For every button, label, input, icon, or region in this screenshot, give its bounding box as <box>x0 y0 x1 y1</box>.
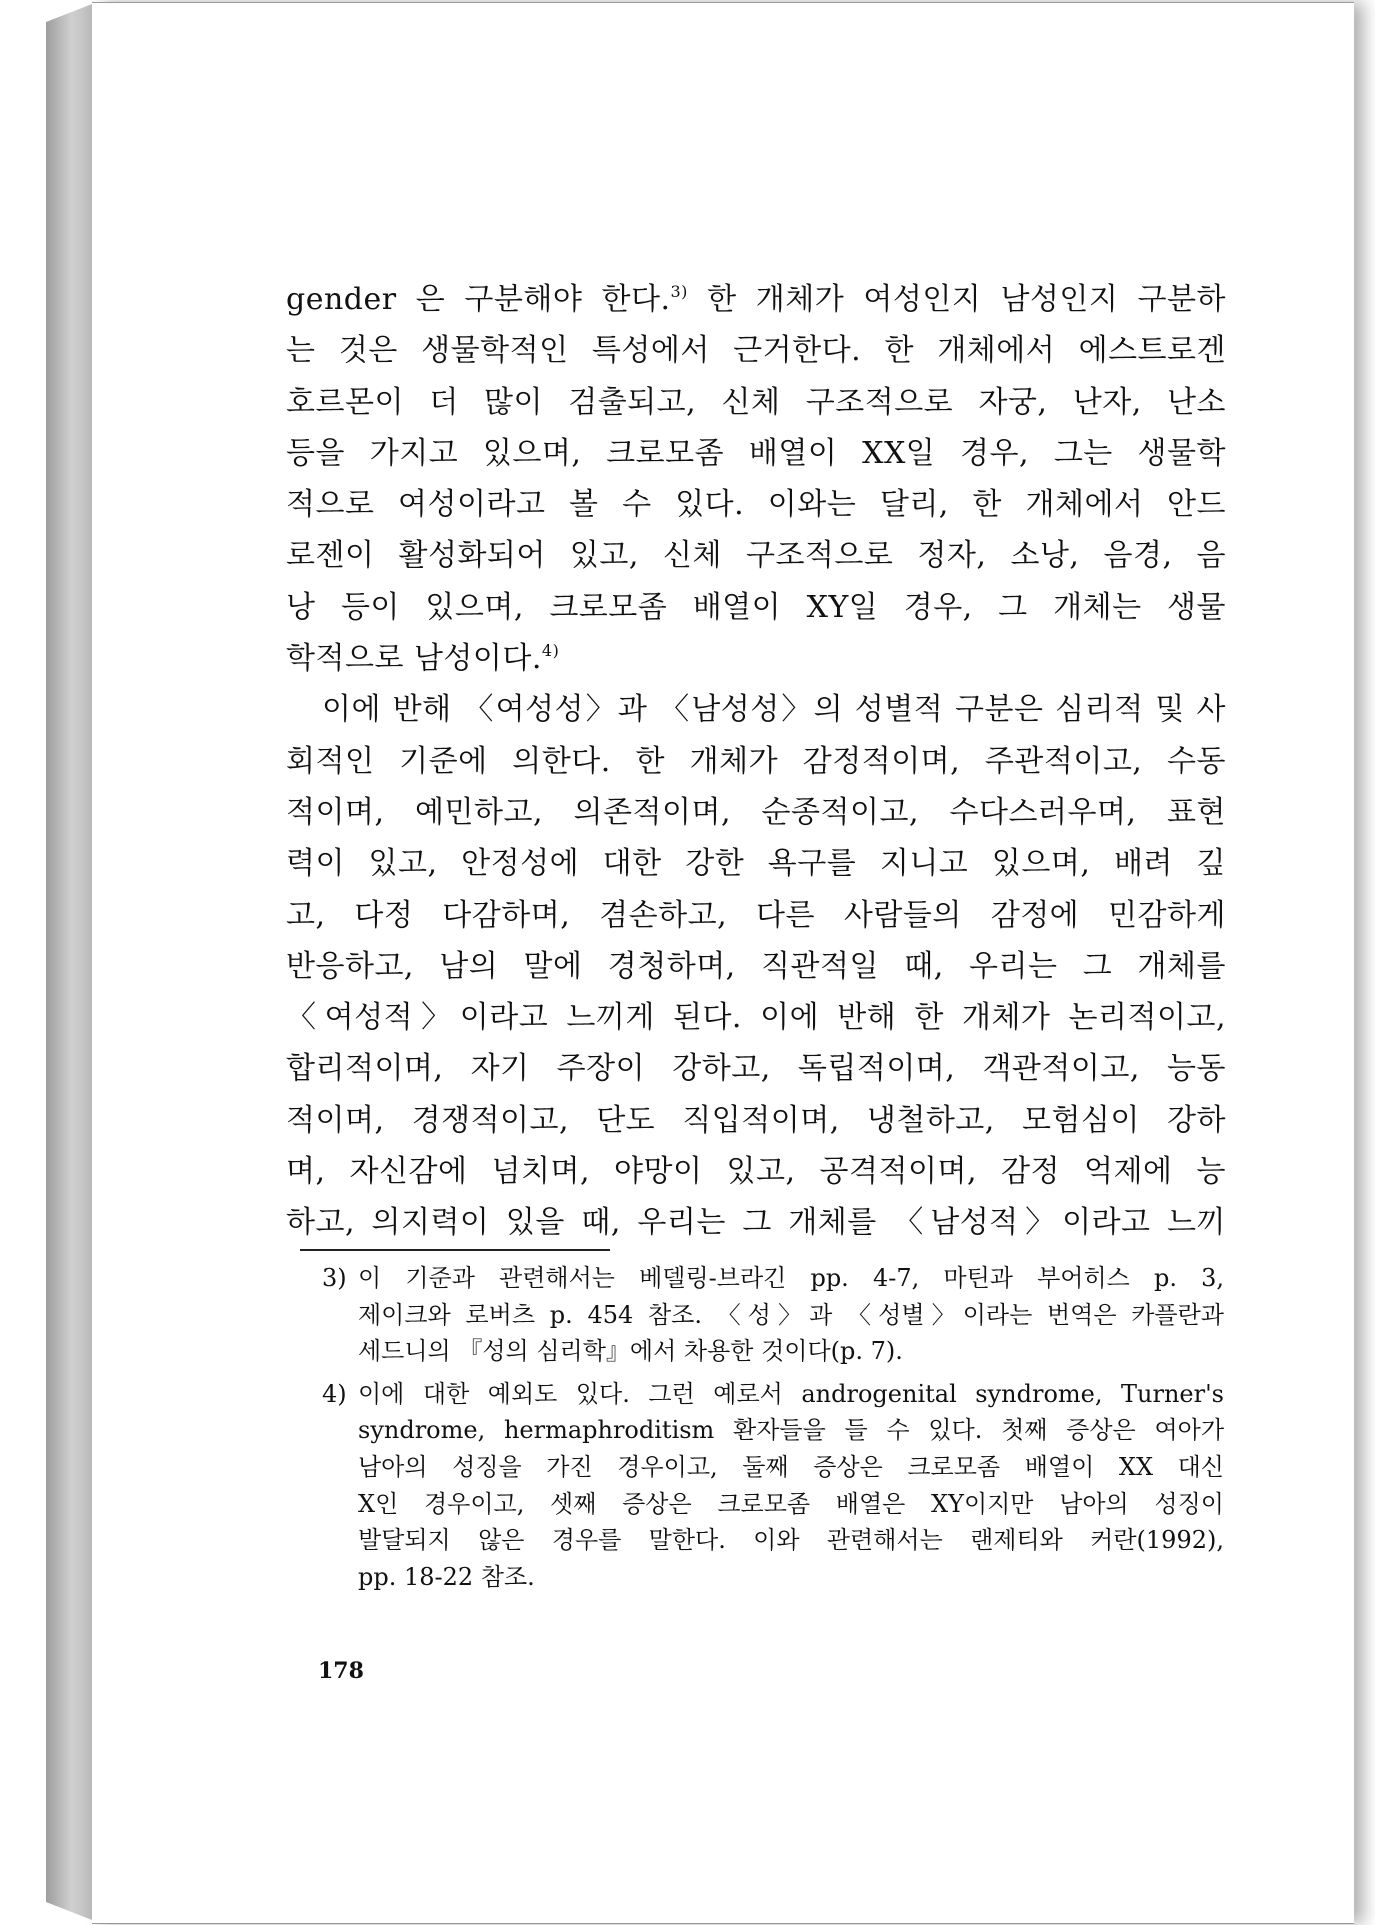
footnote-line: X인 경우이고, 셋째 증상은 크로모좀 배열은 XY이지만 남아의 성징이 <box>358 1489 1224 1518</box>
footnote-3 <box>322 1260 1224 1370</box>
footnotes <box>322 1260 1224 1601</box>
body-text <box>286 274 1226 1249</box>
body-line: 합리적이며, 자기 주장이 강하고, 독립적이며, 객관적이고, 능동 <box>286 1051 1226 1087</box>
footnote-line: 남아의 성징을 가진 경우이고, 둘째 증상은 크로모좀 배열이 XX 대신 <box>358 1452 1224 1481</box>
footnote-ref[interactable]: 3) <box>670 282 688 301</box>
body-line: 하고, 의지력이 있을 때, 우리는 그 개체를 〈남성적〉이라고 느끼 <box>286 1205 1226 1241</box>
footnote-number: 4) <box>322 1379 347 1408</box>
body-line: 적이며, 예민하고, 의존적이며, 순종적이고, 수다스러우며, 표현 <box>286 794 1226 830</box>
footnote-number: 3) <box>322 1264 347 1292</box>
body-line: 반응하고, 남의 말에 경청하며, 직관적일 때, 우리는 그 개체를 <box>286 948 1226 984</box>
footnote-line: 발달되지 않은 경우를 말한다. 이와 관련해서는 랜제티와 커란(1992), <box>358 1526 1224 1555</box>
body-line: 호르몬이 더 많이 검출되고, 신체 구조적으로 자궁, 난자, 난소 <box>286 384 1226 420</box>
page-number: 178 <box>318 1658 364 1684</box>
footnote-line: 세드니의 『성의 심리학』에서 차용한 것이다(p. 7). <box>358 1337 903 1366</box>
body-line: 회적인 기준에 의한다. 한 개체가 감정적이며, 주관적이고, 수동 <box>286 743 1226 779</box>
footnote-4 <box>322 1376 1224 1596</box>
footnote-line: pp. 18-22 참조. <box>358 1562 535 1591</box>
body-line: 며, 자신감에 넘치며, 야망이 있고, 공격적이며, 감정 억제에 능 <box>286 1154 1226 1190</box>
footnote-ref[interactable]: 4) <box>541 641 560 661</box>
body-line: 적으로 여성이라고 볼 수 있다. 이와는 달리, 한 개체에서 안드 <box>286 487 1226 523</box>
footnote-divider <box>300 1249 610 1251</box>
book-spine-edge <box>46 4 92 1920</box>
body-line: 력이 있고, 안정성에 대한 강한 욕구를 지니고 있으며, 배려 깊 <box>286 846 1226 882</box>
body-line: 낭 등이 있으며, 크로모좀 배열이 XY일 경우, 그 개체는 생물 <box>286 589 1226 625</box>
body-line: 고, 다정 다감하며, 겸손하고, 다른 사람들의 감정에 민감하게 <box>286 897 1226 933</box>
body-line: 로젠이 활성화되어 있고, 신체 구조적으로 정자, 소낭, 음경, 음 <box>286 538 1226 574</box>
body-line: 〈여성적〉이라고 느끼게 된다. 이에 반해 한 개체가 논리적이고, <box>286 1000 1226 1036</box>
footnote-line: 이에 대한 예외도 있다. 그런 예로서 androgenital syndrome, Turner's <box>358 1379 1224 1408</box>
footnote-line: 제이크와 로버츠 p. 454 참조. 〈성〉과 〈성별〉이라는 번역은 카플란과 <box>358 1300 1224 1329</box>
body-line: 는 것은 생물학적인 특성에서 근거한다. 한 개체에서 에스트로겐 <box>286 333 1226 369</box>
body-line: 등을 가지고 있으며, 크로모좀 배열이 XX일 경우, 그는 생물학 <box>286 435 1226 471</box>
body-line: 학적으로 남성이다.$^{4)}$ <box>286 641 560 677</box>
footnote-line: syndrome, hermaphroditism 환자들을 들 수 있다. 첫째 증상은 여아가 <box>358 1416 1224 1445</box>
body-line: 이에 반해 〈여성성〉과 〈남성성〉의 성별적 구분은 심리적 및 사 <box>322 692 1227 728</box>
body-line: gender 은 구분해야 한다.$^{3)}$ 한 개체가 여성인지 남성인지 구분하 <box>286 282 1226 317</box>
body-line: 적이며, 경쟁적이고, 단도 직입적이며, 냉철하고, 모험심이 강하 <box>286 1102 1226 1138</box>
footnote-line: 이 기준과 관련해서는 베델링-브라긴 pp. 4-7, 마틴과 부어히스 p. 3, <box>358 1264 1224 1292</box>
